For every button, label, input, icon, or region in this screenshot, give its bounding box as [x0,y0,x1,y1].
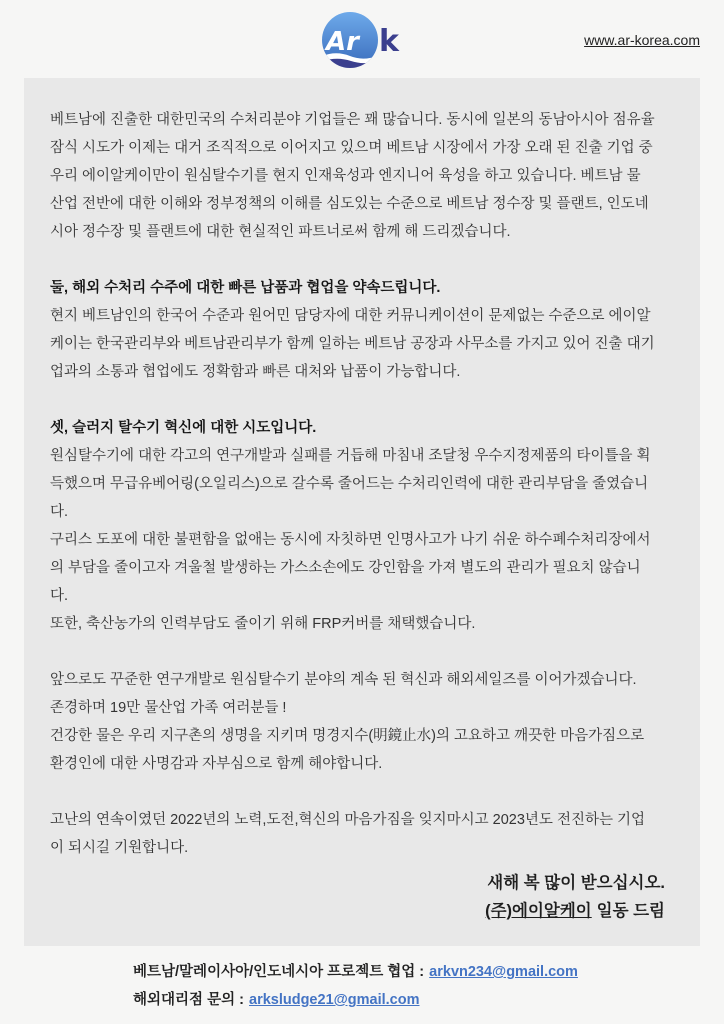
text-line: 득했으며 무급유베어링(오일리스)으로 갈수록 줄어드는 수처리인력에 대한 관리부담을 줄였습니 [50,476,649,492]
website-link[interactable]: www.ar-korea.com [584,32,700,48]
signoff-text: 일동 드림 [596,902,665,920]
text-line: 존경하며 19만 물산업 가족 여러분들 ! [50,700,287,716]
text-line: 잠식 시도가 이제는 대거 조직적으로 이어지고 있으며 베트남 시장에서 가장 오래 된 진출 기업 중 [50,140,653,156]
logo-text-k: k [379,24,399,59]
text-line: 구리스 도포에 대한 불편함을 없애는 동시에 자칫하면 인명사고가 나기 쉬운 하수폐수처리장에서 [50,532,651,548]
text-line: 또한, 축산농가의 인력부담도 줄이기 위해 FRP커버를 채택했습니다. [50,616,476,632]
ark-logo [320,11,406,69]
text-line: 베트남에 진출한 대한민국의 수처리분야 기업들은 꽤 많습니다. 동시에 일본의 동남아시아 점유율 [50,112,655,128]
text-line: 시아 정수장 및 플랜트에 대한 현실적인 파트너로써 함께 해 드리겠습니다. [50,224,511,240]
text-line: 우리 에이알케이만이 원심탈수기를 현지 인재육성과 엔지니어 육성을 하고 있습니다. 베트남 물 [50,168,641,184]
text-line: 현지 베트남인의 한국어 수준과 원어민 담당자에 대한 커뮤니케이션이 문제없는 수준으로 에이알 [50,308,651,324]
contact-email-link[interactable]: arksludge21@gmail.com [249,992,420,1008]
contact-label: 베트남/말레이사아/인도네시아 프로젝트 협업 : [133,964,425,980]
text-line: 앞으로도 꾸준한 연구개발로 원심탈수기 분야의 계속 된 혁신과 해외세일즈를 이어가겠습니다. [50,672,637,688]
letter-box [24,78,700,946]
text-line: 고난의 연속이였던 2022년의 노력,도전,혁신의 마음가짐을 잊지마시고 2023년도 전진하는 기업 [50,812,646,828]
logo-text-ar: Ar [326,27,359,57]
text-line: 원심탈수기에 대한 각고의 연구개발과 실패를 거듭해 마침내 조달청 우수지정제품의 타이틀을 획 [50,448,651,464]
company-name: (주)에이알케이 [485,902,592,920]
text-line: 산업 전반에 대한 이해와 정부정책의 이해를 심도있는 수준으로 베트남 정수장 및 플랜트, 인도네 [50,196,649,212]
contact-line-agency [133,986,713,1014]
paragraph-wishes [50,806,678,862]
text-line: 환경인에 대한 사명감과 자부심으로 함께 해야합니다. [50,756,383,772]
section-heading: 셋, 슬러지 탈수기 혁신에 대한 시도입니다. [50,420,317,436]
paragraph-intro [50,106,678,246]
contact-line-project [133,958,713,986]
closing-block [50,869,678,925]
paragraph-innovation [50,414,678,638]
contact-footer [133,958,713,1014]
text-line: 케이는 한국관리부와 베트남관리부가 함께 일하는 베트남 공장과 사무소를 가지고 있어 진출 대기 [50,336,655,352]
contact-label: 해외대리점 문의 : [133,992,244,1008]
text-line: 건강한 물은 우리 지구촌의 생명을 지키며 명경지수(明鏡止水)의 고요하고 깨끗한 마음가짐으로 [50,728,645,744]
text-line: 업과의 소통과 협업에도 정확함과 빠른 대처와 납품이 가능합니다. [50,364,461,380]
text-line: 이 되시길 기원합니다. [50,840,189,856]
closing-signature [50,897,665,925]
contact-email-link[interactable]: arkvn234@gmail.com [429,964,578,980]
text-line: 의 부담을 줄이고자 겨울철 발생하는 가스소손에도 강인함을 가져 별도의 관리가 필요치 않습니 [50,560,641,576]
paragraph-future [50,666,678,778]
section-heading: 둘, 해외 수처리 수주에 대한 빠른 납품과 협업을 약속드립니다. [50,280,441,296]
paragraph-delivery [50,274,678,386]
text-line: 다. [50,504,69,520]
text-line: 다. [50,588,69,604]
closing-greeting: 새해 복 많이 받으십시오. [487,874,665,892]
